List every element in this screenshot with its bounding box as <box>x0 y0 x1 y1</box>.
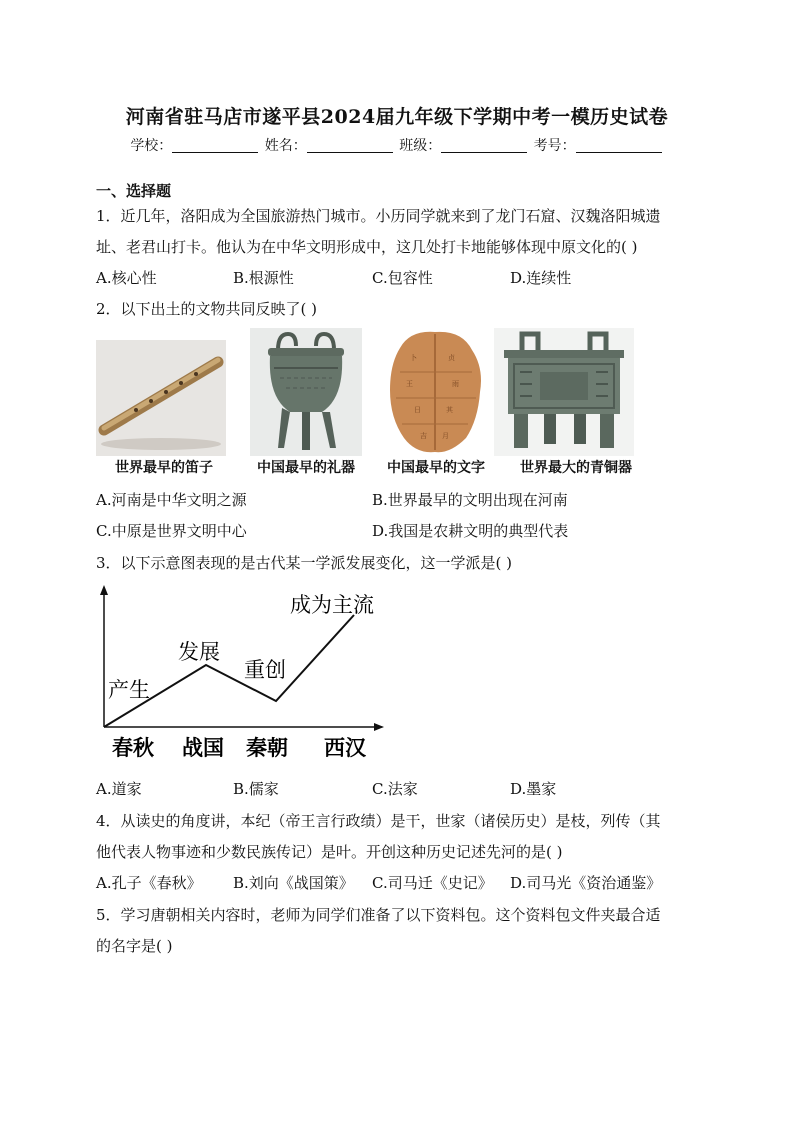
bronze-ding-image <box>250 328 362 456</box>
svg-text:贞: 贞 <box>448 354 455 362</box>
question-2-option-a[interactable]: A.河南是中华文明之源 <box>96 491 247 509</box>
svg-text:卜: 卜 <box>410 354 417 362</box>
caption-bronze: 世界最大的青铜器 <box>520 460 632 476</box>
question-1-option-a[interactable]: A.核心性 <box>96 269 157 287</box>
name-label: 姓名： <box>264 138 307 154</box>
question-4-line-1: 4．从读史的角度讲，本纪（帝王言行政绩）是干，世家（诸侯历史）是枝，列传（其 <box>96 812 661 830</box>
question-4-option-d[interactable]: D.司马光《资治通鉴》 <box>510 874 662 892</box>
svg-text:月: 月 <box>442 432 449 440</box>
exam-no-blank[interactable] <box>576 138 662 153</box>
stage-label-3: 重创 <box>244 658 286 682</box>
stage-label-2: 发展 <box>178 640 220 664</box>
question-1-option-b[interactable]: B.根源性 <box>233 269 294 287</box>
question-1-option-d[interactable]: D.连续性 <box>510 269 572 287</box>
question-2-option-c[interactable]: C.中原是世界文明中心 <box>96 522 247 540</box>
question-1-option-c[interactable]: C.包容性 <box>372 269 433 287</box>
question-3-option-b[interactable]: B.儒家 <box>233 780 279 798</box>
question-4-line-2: 他代表人物事迹和少数民族传记）是叶。开创这种历史记述先河的是( ) <box>96 843 563 861</box>
stage-label-1: 产生 <box>108 678 150 702</box>
caption-flute: 世界最早的笛子 <box>115 460 213 476</box>
question-5-line-1: 5．学习唐朝相关内容时，老师为同学们准备了以下资料包。这个资料包文件夹最合适 <box>96 906 661 924</box>
oracle-bone-image <box>380 328 490 456</box>
question-4-option-b[interactable]: B.刘向《战国策》 <box>233 874 354 892</box>
page-title: 河南省驻马店市遂平县2024届九年级下学期中考一模历史试卷 <box>125 106 669 128</box>
question-3-line-1: 3．以下示意图表现的是古代某一学派发展变化，这一学派是( ) <box>96 554 513 572</box>
school-development-diagram <box>90 585 400 765</box>
svg-text:王: 王 <box>406 380 413 388</box>
stage-label-4: 成为主流 <box>290 593 374 617</box>
caption-ritual-vessel: 中国最早的礼器 <box>257 460 355 476</box>
diagram-y-arrow <box>100 585 108 595</box>
svg-text:吉: 吉 <box>420 432 427 440</box>
school-label: 学校： <box>130 138 173 154</box>
period-label-4: 西汉 <box>324 735 366 760</box>
svg-text:日: 日 <box>414 406 421 414</box>
question-2-option-b[interactable]: B.世界最早的文明出现在河南 <box>372 491 568 509</box>
question-5-line-2: 的名字是( ) <box>96 937 173 955</box>
caption-script: 中国最早的文字 <box>387 460 485 476</box>
student-info-line <box>0 135 794 155</box>
svg-text:其: 其 <box>446 406 453 414</box>
question-2-line-1: 2．以下出土的文物共同反映了( ) <box>96 300 318 318</box>
section-title: 一、选择题 <box>96 182 172 200</box>
question-2-option-d[interactable]: D.我国是农耕文明的典型代表 <box>372 522 569 540</box>
period-label-1: 春秋 <box>112 735 154 760</box>
period-label-2: 战国 <box>182 735 224 760</box>
question-4-option-c[interactable]: C.司马迁《史记》 <box>372 874 493 892</box>
bone-flute-image <box>96 340 226 456</box>
svg-text:雨: 雨 <box>452 380 459 388</box>
question-1-line-2: 址、老君山打卡。他认为在中华文明形成中，这几处打卡地能够体现中原文化的( ) <box>96 238 638 256</box>
question-3-option-d[interactable]: D.墨家 <box>510 780 557 798</box>
question-1-line-1: 1．近几年，洛阳成为全国旅游热门城市。小历同学就来到了龙门石窟、汉魏洛阳城遗 <box>96 207 661 225</box>
question-4-option-a[interactable]: A.孔子《春秋》 <box>96 874 202 892</box>
class-blank[interactable] <box>441 138 527 153</box>
question-3-option-a[interactable]: A.道家 <box>96 780 142 798</box>
diagram-trend-line <box>104 615 354 727</box>
square-bronze-ding-image <box>494 328 634 456</box>
name-blank[interactable] <box>307 138 393 153</box>
period-label-3: 秦朝 <box>246 735 288 760</box>
class-label: 班级： <box>399 138 442 154</box>
question-3-option-c[interactable]: C.法家 <box>372 780 418 798</box>
diagram-x-arrow <box>374 723 384 731</box>
exam-no-label: 考号： <box>533 138 576 154</box>
school-blank[interactable] <box>172 138 258 153</box>
